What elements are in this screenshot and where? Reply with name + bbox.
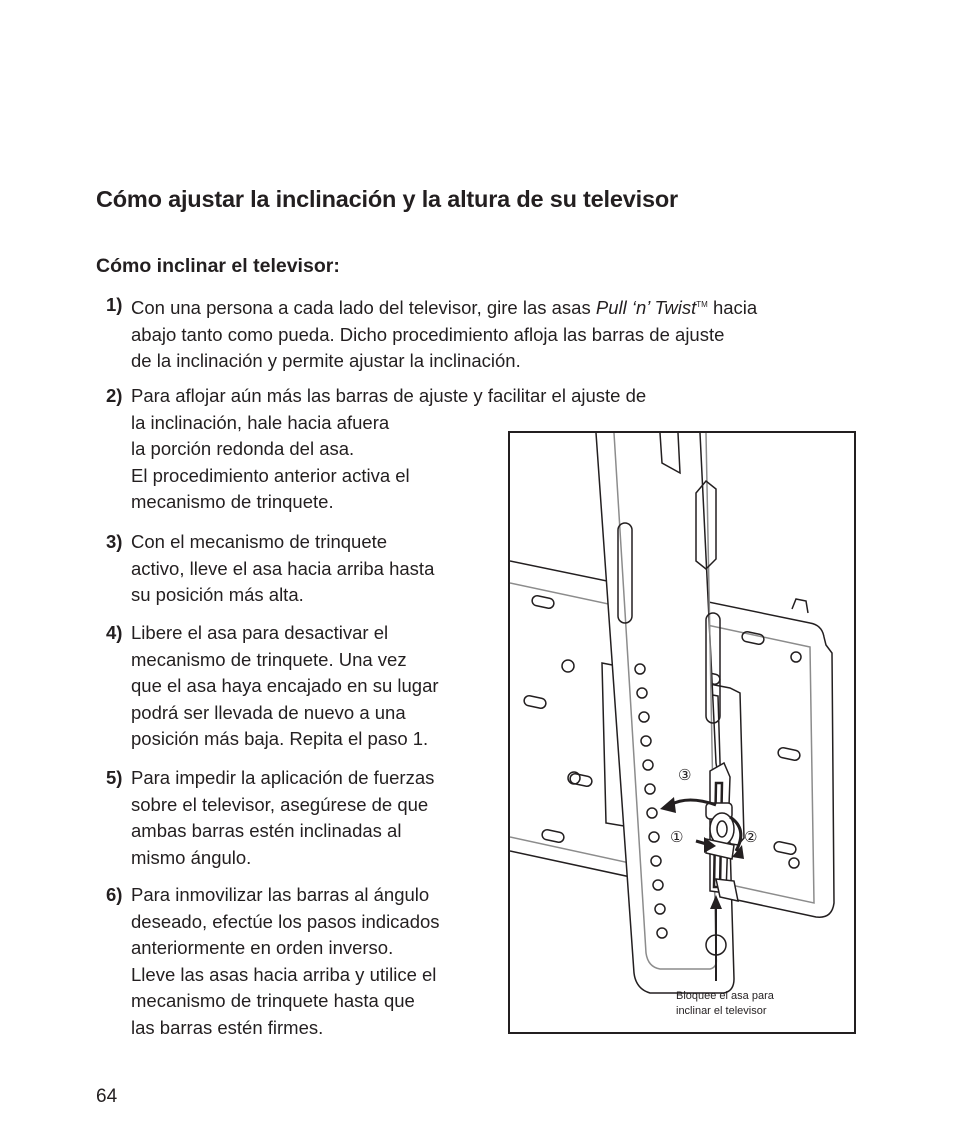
callout-1: ① [670, 829, 684, 846]
step-text-line: las barras estén firmes. [131, 1016, 324, 1038]
figure-caption: Bloquee el asa para inclinar el televisor [676, 990, 774, 1017]
step-text-line: Con una persona a cada lado del televisor, gire las asas Pull ‘n’ Twist™ hacia [131, 297, 758, 319]
step-text-line: Para inmovilizar las barras al ángulo [131, 884, 430, 905]
step-text-line: Libere el asa para desactivar el [131, 622, 389, 643]
product-name: Pull ‘n’ Twist [595, 297, 697, 319]
step-number: 4) [106, 622, 123, 643]
page-number: 64 [96, 1086, 118, 1107]
step-text-line: de la inclinación y permite ajustar la inclinación. [131, 350, 521, 372]
step-text-line: deseado, efectúe los pasos indicados [131, 910, 440, 932]
step-text-line: podrá ser llevada de nuevo a una [131, 701, 406, 723]
step-text-line: la inclinación, hale hacia afuera [131, 411, 390, 433]
step-text-line: anteriormente en orden inverso. [131, 937, 394, 958]
step-text-line: Con el mecanismo de trinquete [131, 531, 388, 552]
step-text-line: mecanismo de trinquete hasta que [131, 990, 415, 1011]
step-text-line: su posición más alta. [131, 584, 304, 605]
step-number: 5) [106, 767, 123, 788]
callout-2: ② [744, 829, 758, 846]
step-text-line: mecanismo de trinquete. [131, 491, 334, 512]
step-text-line: Lleve las asas hacia arriba y utilice el [131, 963, 437, 985]
step-text-line: activo, lleve el asa hacia arriba hasta [131, 557, 435, 579]
step-text-line: Para impedir la aplicación de fuerzas [131, 767, 435, 788]
step-text-line: la porción redonda del asa. [131, 438, 355, 459]
step-number: 2) [106, 385, 123, 406]
pull-n-twist-handle [706, 763, 738, 901]
tilt-mechanism-illustration [508, 431, 856, 1034]
step-number: 6) [106, 884, 123, 905]
step-text-line: que el asa haya encajado en su lugar [131, 675, 439, 696]
page-title: Cómo ajustar la inclinación y la altura de su televisor [96, 186, 678, 212]
mount-drawing [510, 433, 854, 1032]
step-text-line: mecanismo de trinquete. Una vez [131, 648, 407, 670]
step-number: 1) [106, 294, 123, 315]
step-text-line: El procedimiento anterior activa el [131, 464, 410, 486]
step-number: 3) [106, 531, 123, 552]
step-text-line: abajo tanto como pueda. Dicho procedimiento afloja las barras de ajuste [131, 323, 725, 345]
step-text-line: posición más baja. Repita el paso 1. [131, 728, 429, 749]
step-text-line: sobre el televisor, asegúrese de que [131, 793, 429, 815]
callout-3: ③ [678, 767, 692, 784]
step-text-line: ambas barras estén inclinadas al [131, 820, 402, 841]
section-subtitle: Cómo inclinar el televisor: [96, 255, 340, 277]
step-text-line: Para aflojar aún más las barras de ajuste y facilitar el ajuste de [131, 385, 647, 406]
trademark: TM [696, 300, 708, 309]
step-text-line: mismo ángulo. [131, 846, 252, 868]
